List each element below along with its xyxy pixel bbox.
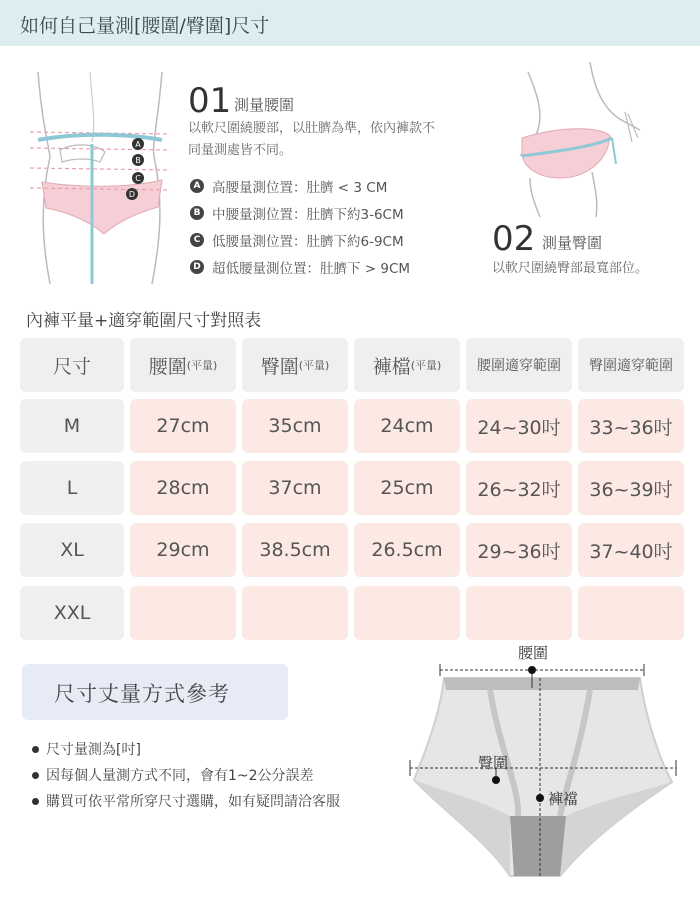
table-cell: 24cm	[354, 399, 460, 453]
table-header-cell: 臀圍適穿範圍	[578, 338, 684, 392]
page-header	[0, 0, 700, 46]
reference-title: 尺寸丈量方式參考	[54, 682, 230, 706]
table-cell: 28cm	[130, 461, 236, 515]
waist-step-title: 測量腰圍	[234, 96, 295, 114]
table-cell: 37~40吋	[578, 523, 684, 577]
bullet-icon	[32, 798, 39, 805]
table-cell: 36~39吋	[578, 461, 684, 515]
list-item: A 高腰量測位置：肚臍 < 3 CM	[190, 172, 410, 199]
list-item: 購買可依平常所穿尺寸選購，如有疑問請洽客服	[32, 788, 340, 814]
table-row-size-label: XL	[20, 523, 124, 577]
figure-label-d: D	[128, 190, 136, 199]
table-cell	[578, 586, 684, 640]
hip-measure-illustration	[500, 52, 660, 222]
list-item: B 中腰量測位置：肚臍下約3-6CM	[190, 199, 410, 226]
badge-b-icon: B	[190, 206, 204, 220]
table-row-size-label: L	[20, 461, 124, 515]
page-title: 如何自己量測[腰圍/臀圍]尺寸	[20, 15, 270, 37]
underwear-measure-diagram	[400, 640, 690, 890]
table-cell	[242, 586, 348, 640]
bullet-icon	[32, 772, 39, 779]
table-cell: 35cm	[242, 399, 348, 453]
waist-description: 以軟尺圍繞腰部，以肚臍為準，依內褲款不 同量測處皆不同。	[188, 121, 436, 158]
size-table-title: 內褲平量+適穿範圍尺寸對照表	[26, 311, 262, 331]
badge-a-icon: A	[190, 179, 204, 193]
badge-c-icon: C	[190, 233, 204, 247]
table-header-cell: 腰圍 (平量)	[130, 338, 236, 392]
hip-step-number: 02	[492, 219, 536, 259]
table-header-cell: 尺寸	[20, 338, 124, 392]
list-item: C 低腰量測位置：肚臍下約6-9CM	[190, 226, 410, 253]
hip-label: 臀圍	[478, 754, 509, 772]
figure-label-a: A	[135, 140, 141, 149]
figure-label-b: B	[135, 156, 141, 165]
table-cell: 33~36吋	[578, 399, 684, 453]
reference-title-box	[22, 664, 288, 720]
hip-step-title: 測量臀圍	[542, 234, 603, 252]
table-cell	[354, 586, 460, 640]
table-cell	[466, 586, 572, 640]
waist-label: 腰圍	[518, 644, 549, 662]
badge-d-icon: D	[190, 260, 204, 274]
table-cell: 27cm	[130, 399, 236, 453]
crotch-label: 褲襠	[548, 790, 579, 808]
table-cell: 29~36吋	[466, 523, 572, 577]
table-header-cell: 臀圍 (平量)	[242, 338, 348, 392]
waist-position-list	[190, 172, 410, 280]
list-item: 因每個人量測方式不同，會有1~2公分誤差	[32, 762, 340, 788]
waist-step-number: 01	[188, 81, 232, 121]
table-header-cell: 腰圍適穿範圍	[466, 338, 572, 392]
table-header-cell: 褲檔 (平量)	[354, 338, 460, 392]
hip-description: 以軟尺圍繞臀部最寬部位。	[492, 261, 649, 276]
table-cell: 38.5cm	[242, 523, 348, 577]
figure-label-c: C	[135, 174, 141, 183]
table-cell: 37cm	[242, 461, 348, 515]
bullet-icon	[32, 746, 39, 753]
table-cell	[130, 586, 236, 640]
table-cell: 29cm	[130, 523, 236, 577]
list-item: 尺寸量測為[吋]	[32, 736, 340, 762]
table-cell: 24~30吋	[466, 399, 572, 453]
waist-measure-illustration	[20, 62, 180, 287]
table-row-size-label: XXL	[20, 586, 124, 640]
table-cell: 25cm	[354, 461, 460, 515]
table-cell: 26~32吋	[466, 461, 572, 515]
list-item: D 超低腰量測位置：肚臍下 > 9CM	[190, 253, 410, 280]
table-cell: 26.5cm	[354, 523, 460, 577]
reference-notes	[32, 736, 340, 814]
table-row-size-label: M	[20, 399, 124, 453]
